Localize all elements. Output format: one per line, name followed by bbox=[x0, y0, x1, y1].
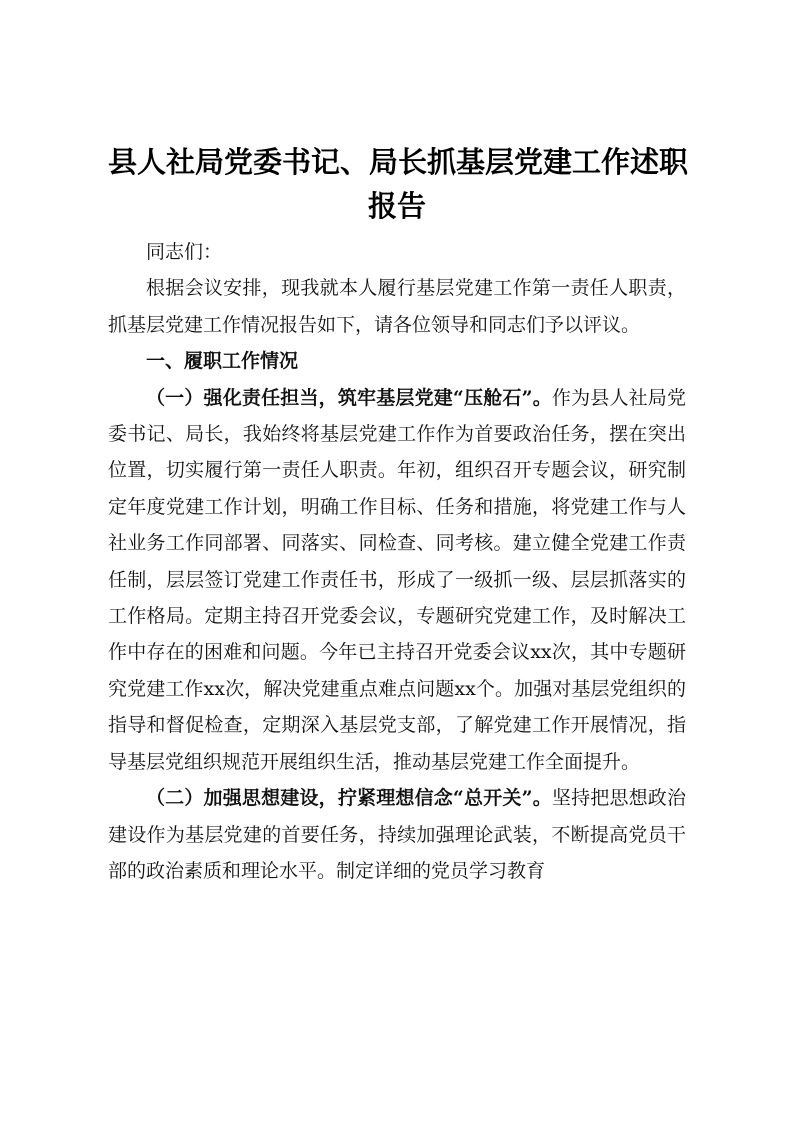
section-heading-1: 一、履职工作情况 bbox=[146, 350, 299, 373]
title-line-2: 报告 bbox=[367, 189, 426, 223]
salutation: 同志们： bbox=[146, 241, 223, 263]
subsection-heading-2: （二）加强思想建设，拧紧理想信念“总开关”。 bbox=[146, 787, 552, 810]
intro-paragraph: 根据会议安排，现我就本人履行基层党建工作第一责任人职责，抓基层党建工作情况报告如下，请各位领导和同志们予以评议。 bbox=[108, 277, 686, 336]
document-body bbox=[108, 140, 689, 889]
document-title bbox=[108, 140, 689, 228]
title-line-1: 县人社局党委书记、局长抓基层党建工作述职 bbox=[108, 145, 689, 179]
subsection-body-1: 作为县人社局党委书记、局长，我始终将基层党建工作作为首要政治任务，摆在突出位置，切实履行第一责任人职责。年初，组织召开专题会议，研究制定年度党建工作计划，明确工作目标、任务和措施，将党建工作与人社业务工作同部署、同落实、同检查、同考核。建立健全党建工作责任制，层层签订党建工作责任书，形成了一级抓一级、层层抓落实的工作格局。定期主持召开党委会议，专题研究党建工作，及时解决工作中存在的困难和问题。今年已主持召开党委会议xx次，其中专题研究党建工作xx次，解决党建重点难点问题xx个。加强对基层党组织的指导和督促检查，定期深入基层党支部，了解党建工作开展情况，指导基层党组织规范开展组织生活，推动基层党建工作全面提升。 bbox=[108, 386, 686, 773]
subsection-heading-1: （一）强化责任担当，筑牢基层党建“压舱石”。 bbox=[146, 386, 552, 409]
subsection-paragraph-2 bbox=[108, 780, 686, 889]
subsection-body-2: 坚持把思想政治建设作为基层党建的首要任务，持续加强理论武装，不断提高党员干部的政治素质和理论水平。制定详细的党员学习教育 bbox=[108, 787, 686, 882]
subsection-paragraph-1 bbox=[108, 380, 686, 780]
